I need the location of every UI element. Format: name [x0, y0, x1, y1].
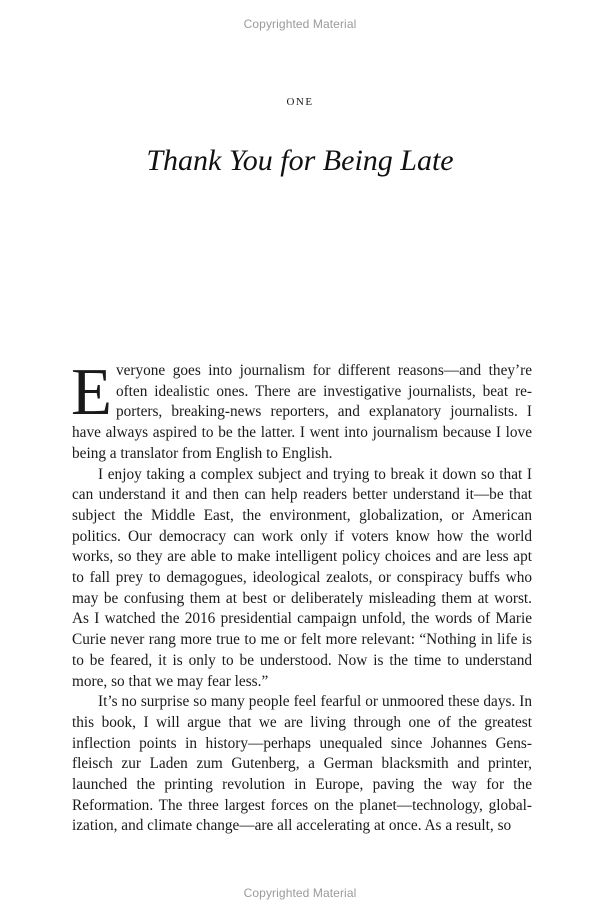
chapter-body [71, 355, 532, 837]
copyright-watermark-top: Copyrighted Material [243, 17, 357, 31]
paragraph-1 [71, 355, 532, 465]
chapter-title: Thank You for Being Late [146, 144, 454, 177]
drop-cap: E [71, 355, 112, 429]
paragraph-2: I enjoy taking a complex subject and trying to break it down so that I can understand it and then can help readers better understand it—be that subject the Middle East, the environment, globalization, or American politics. Our democracy can work only if voters know how the world works, so they are able to make intelligent policy choices and are less apt to fall prey to demagogues, ideological zealots, or conspiracy buffs who may be confusing them at best or deliberately misleading them at worst. As I watched the 2016 presidential campaign unfold, the words of Marie Curie never rang more true to me or felt more relevant: “Nothing in life is to be feared, it is only to be understood. Now is the time to understand more, so that we may fear less.” [72, 465, 532, 690]
chapter-number: ONE [286, 96, 314, 108]
copyright-watermark-bottom: Copyrighted Material [243, 886, 357, 900]
paragraph-3: It’s no surprise so many people feel fearful or unmoored these days. In this book, I will argue that we are living through one of the greatest inflection points in history—perhaps unequaled since Johannes Gensfleisch zur Laden zum Gutenberg, a German blacksmith and printer, launched the printing revolution in Europe, paving the way for the Reformation. The three largest forces on the planet—technology, globalization, and climate change—are all accelerating at once. As a result, so [72, 693, 532, 835]
paragraph-1-text: veryone goes into journalism for different reasons—and they’re often idealistic ones. There are investigative journalists, beat reporters, breaking-news reporters, and explanatory journalists. I have always aspired to be the latter. I went into journalism because I love being a translator from English to English. [72, 362, 532, 462]
